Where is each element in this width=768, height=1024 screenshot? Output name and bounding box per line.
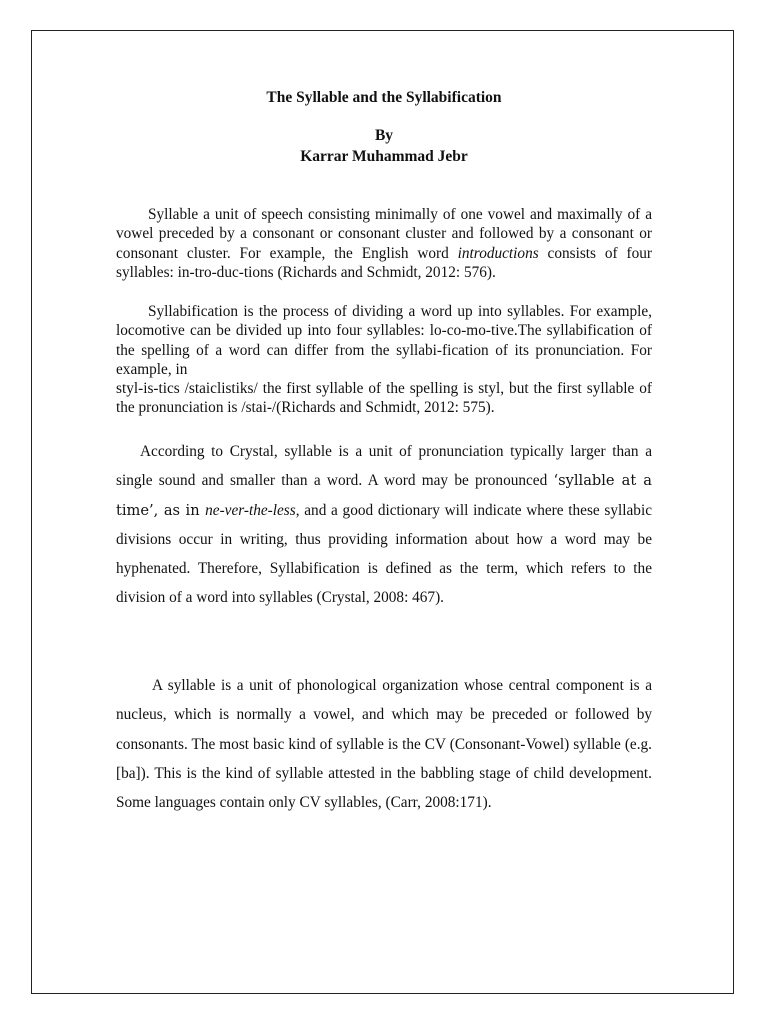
paragraph-3-connector: , as in xyxy=(153,501,206,519)
paragraph-1-text: Syllable a unit of speech consisting minimally of one vowel and maximally of a vowel preceded by a consonant or consonant cluster and followed by a consonant or consonant cluster. For example, the English word xyxy=(116,206,652,262)
italic-term-nevertheless: ne-ver-the-less xyxy=(205,501,296,519)
paragraph-2-text: Syllabification is the process of dividing a word up into syllables. For example, locomotive can be divided up into four syllables: lo-co-mo-tive.The syllabification of the spelling of a word can differ from the syllabi-fication of its pronunciation. For example, in xyxy=(116,303,652,378)
author-name: Karrar Muhammad Jebr xyxy=(300,148,468,165)
paragraph-3-text-end: , and a good dictionary will indicate where these syllabic divisions occur in writing, thus providing information about how a word may be hyphenated. Therefore, Syllabification is defined as the term, which refers to the division of a word into syllables (Crystal, 2008: 467). xyxy=(116,501,652,607)
paragraph-crystal xyxy=(116,437,652,613)
paragraph-1-text-end: consists of four syllables: in-tro-duc-tions (Richards and Schmidt, 2012: 576). xyxy=(116,244,652,281)
byline-label: By xyxy=(374,127,394,144)
paragraph-syllabification xyxy=(116,302,652,418)
paragraph-3-text: According to Crystal, syllable is a unit of pronunciation typically larger than a single sound and smaller than a word. A word may be pronounced xyxy=(116,443,652,490)
paragraph-phonological-organization: A syllable is a unit of phonological organization whose central component is a nucleus, which is normally a vowel, and which may be preceded or followed by consonants. The most basic kind of syllable is the CV (Consonant-Vowel) syllable (e.g. [ba]). This is the kind of syllable attested in the babbling stage of child development. Some languages contain only CV syllables, (Carr, 2008:171). xyxy=(116,677,652,812)
italic-term-introductions: introductions xyxy=(457,244,539,262)
paragraph-syllable-definition xyxy=(116,205,652,282)
quoted-phrase: ‘syllable at a time’ xyxy=(116,472,652,519)
paragraph-2-continued: styl-is-tics /staiclistiks/ the first syllable of the spelling is styl, but the first syllable of the pronunciation is /stai-/(Richards and Schmidt, 2012: 575). xyxy=(116,380,652,417)
document-title: The Syllable and the Syllabification xyxy=(266,89,502,106)
